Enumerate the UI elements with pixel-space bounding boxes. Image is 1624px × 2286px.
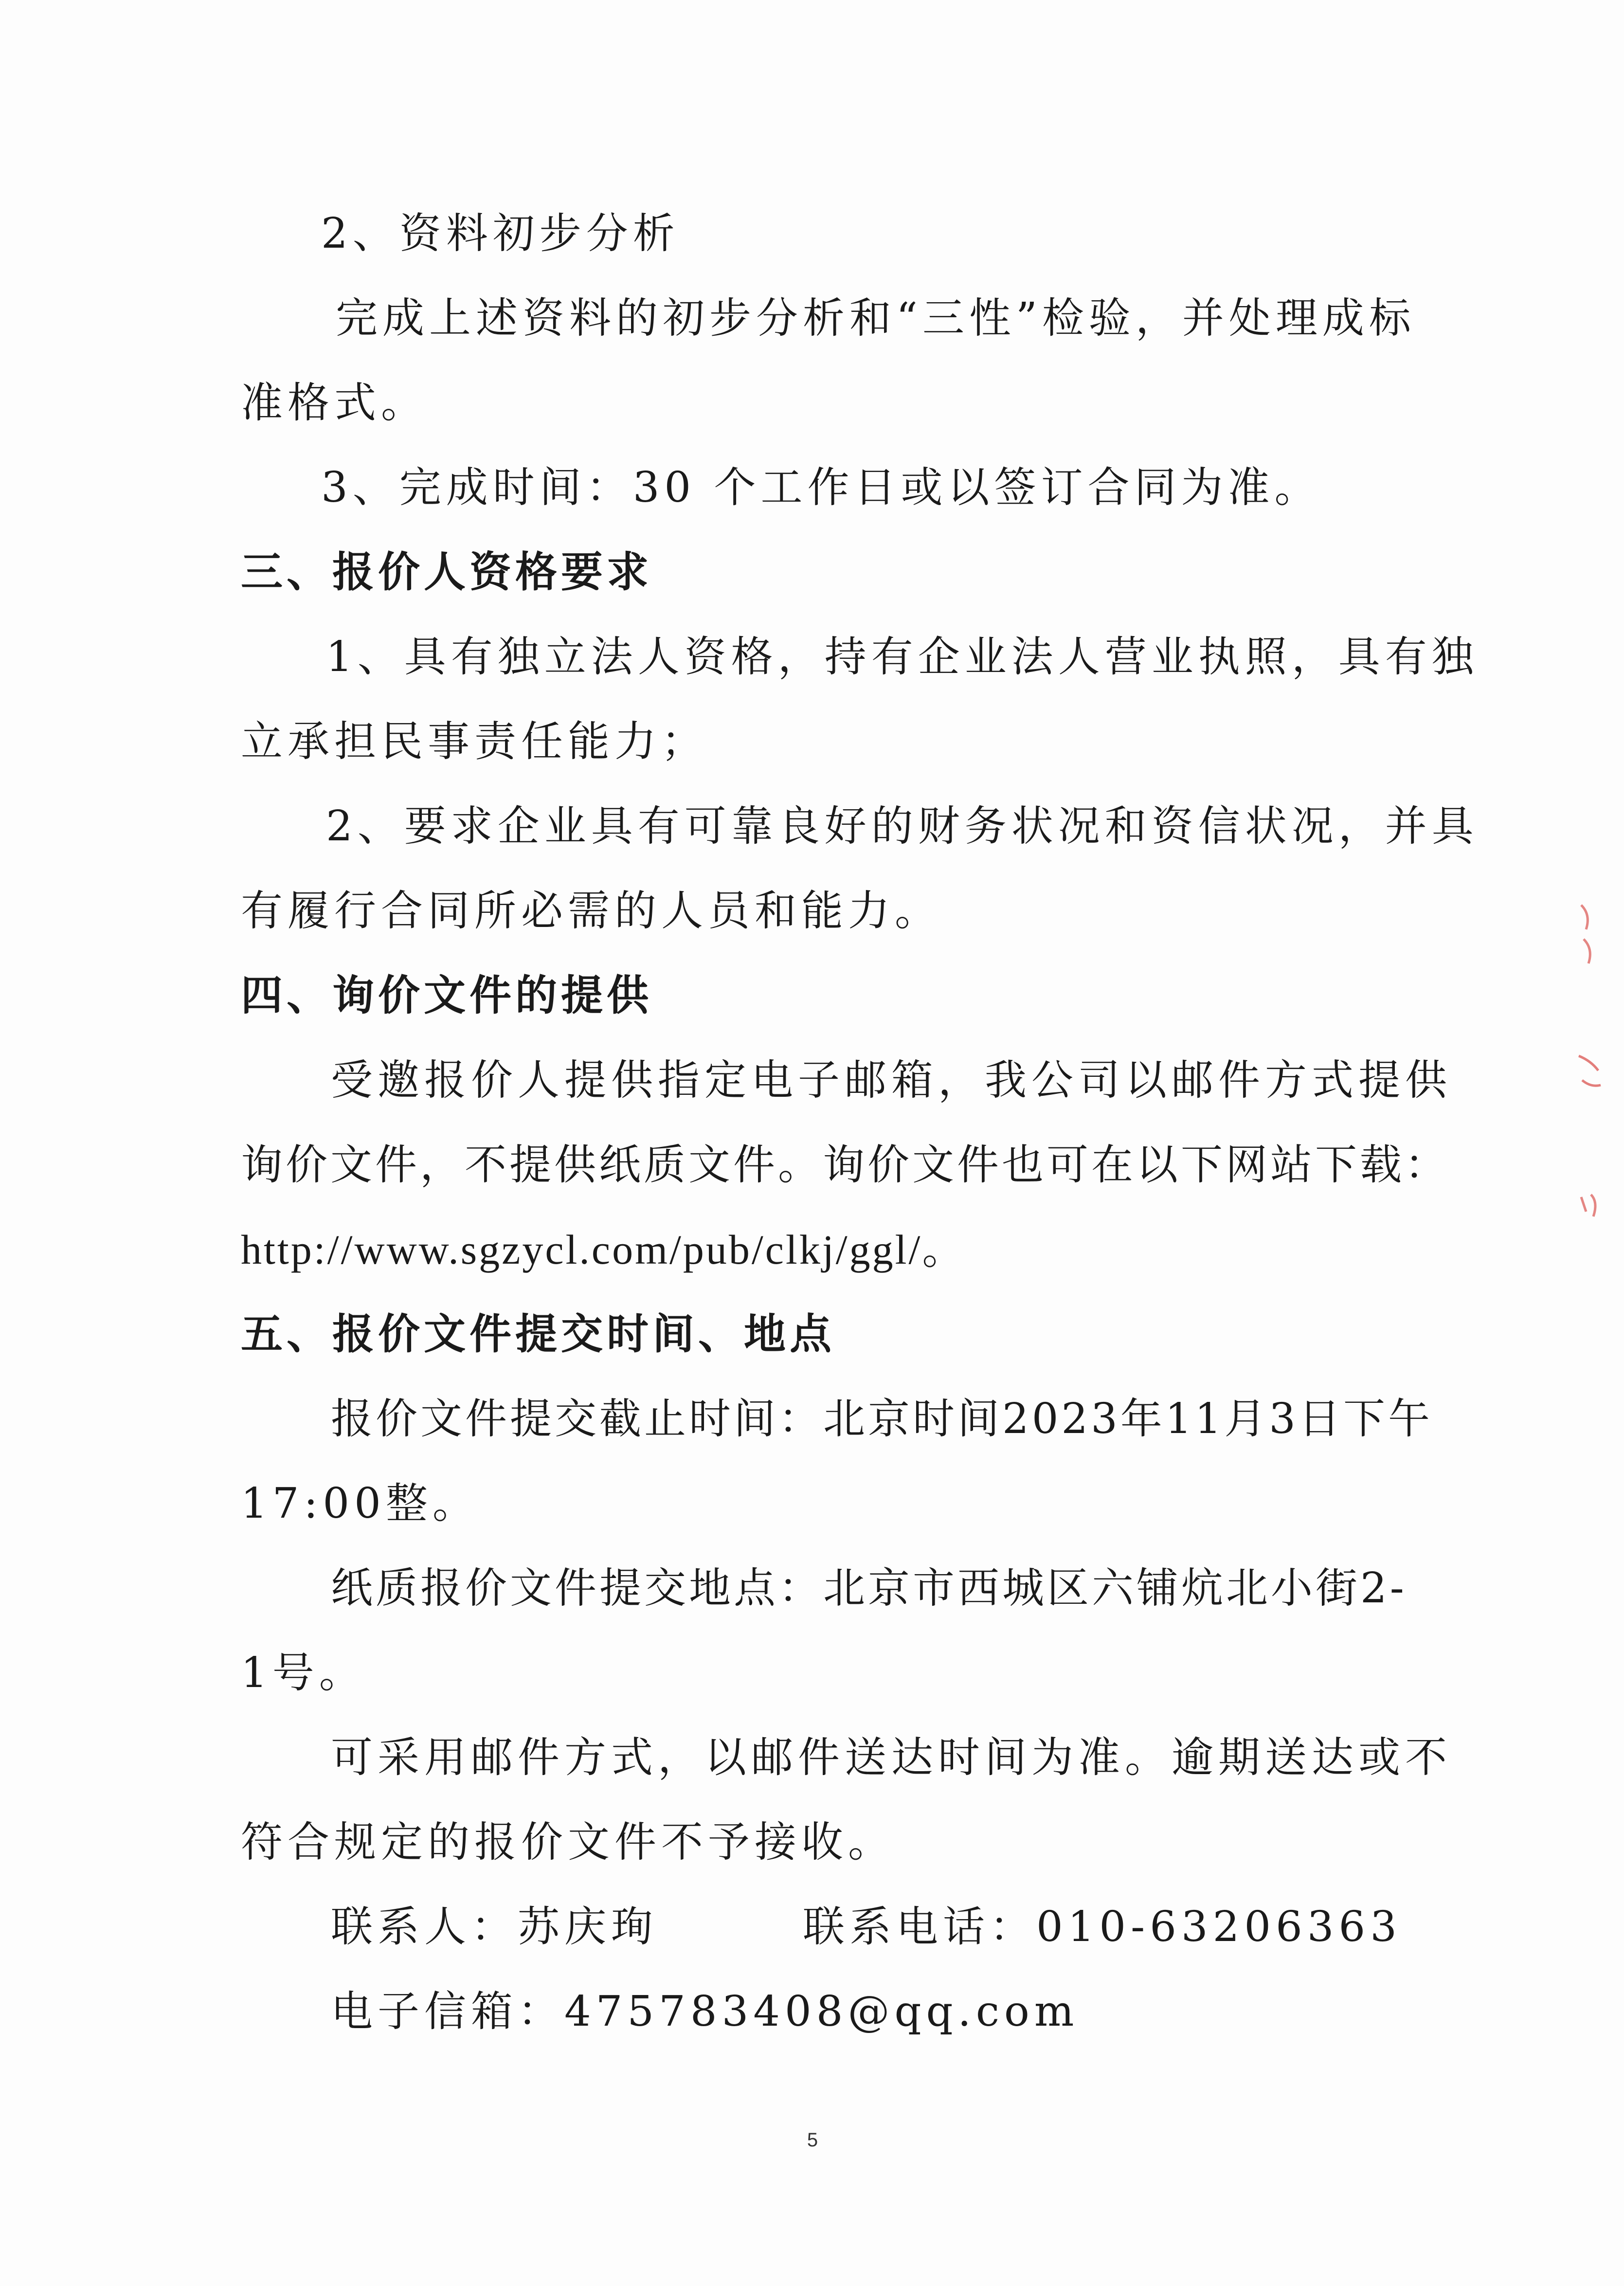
paragraph-line: 纸质报价文件提交地点：北京市西城区六铺炕北小街2-	[331, 1564, 1407, 1613]
paragraph-line: 报价文件提交截止时间：北京时间2023年11月3日下午	[331, 1395, 1433, 1443]
seal-edge-mark	[1576, 895, 1606, 1236]
page-number: 5	[807, 2129, 818, 2151]
paragraph-line: 17:00整。	[241, 1479, 479, 1528]
section-5-heading: 五、报价文件提交时间、地点	[241, 1310, 835, 1359]
paragraph-line: 1、具有独立法人资格，持有企业法人营业执照，具有独	[326, 633, 1479, 681]
paragraph-line: 有履行合同所必需的人员和能力。	[241, 887, 941, 935]
paragraph-line: 符合规定的报价文件不予接收。	[241, 1818, 895, 1867]
section-3-heading: 三、报价人资格要求	[241, 548, 652, 597]
contact-phone: 联系电话：010-63206363	[803, 1903, 1402, 1951]
subsection-3-title: 3、完成时间：30 个工作日或以签订合同为准。	[321, 463, 1321, 512]
paragraph-line: 完成上述资料的初步分析和“三性”检验，并处理成标	[336, 294, 1416, 343]
download-url: http://www.sgzycl.com/pub/clkj/ggl/。	[241, 1226, 966, 1273]
paragraph-line: 受邀报价人提供指定电子邮箱，我公司以邮件方式提供	[331, 1056, 1452, 1105]
paragraph-line: 准格式。	[241, 379, 428, 427]
paragraph-line: 2、要求企业具有可靠良好的财务状况和资信状况，并具	[326, 802, 1479, 851]
subsection-2-title: 2、资料初步分析	[321, 209, 680, 258]
paragraph-line: 可采用邮件方式，以邮件送达时间为准。逾期送达或不	[331, 1733, 1452, 1782]
contact-email: 电子信箱：475783408@qq.com	[331, 1987, 1079, 2036]
paragraph-line: 1号。	[241, 1649, 366, 1697]
section-4-heading: 四、询价文件的提供	[241, 971, 652, 1020]
contact-person: 联系人：苏庆珣	[331, 1903, 658, 1951]
paragraph-line: 询价文件，不提供纸质文件。询价文件也可在以下网站下载：	[241, 1141, 1449, 1189]
paragraph-line: 立承担民事责任能力；	[241, 717, 708, 766]
